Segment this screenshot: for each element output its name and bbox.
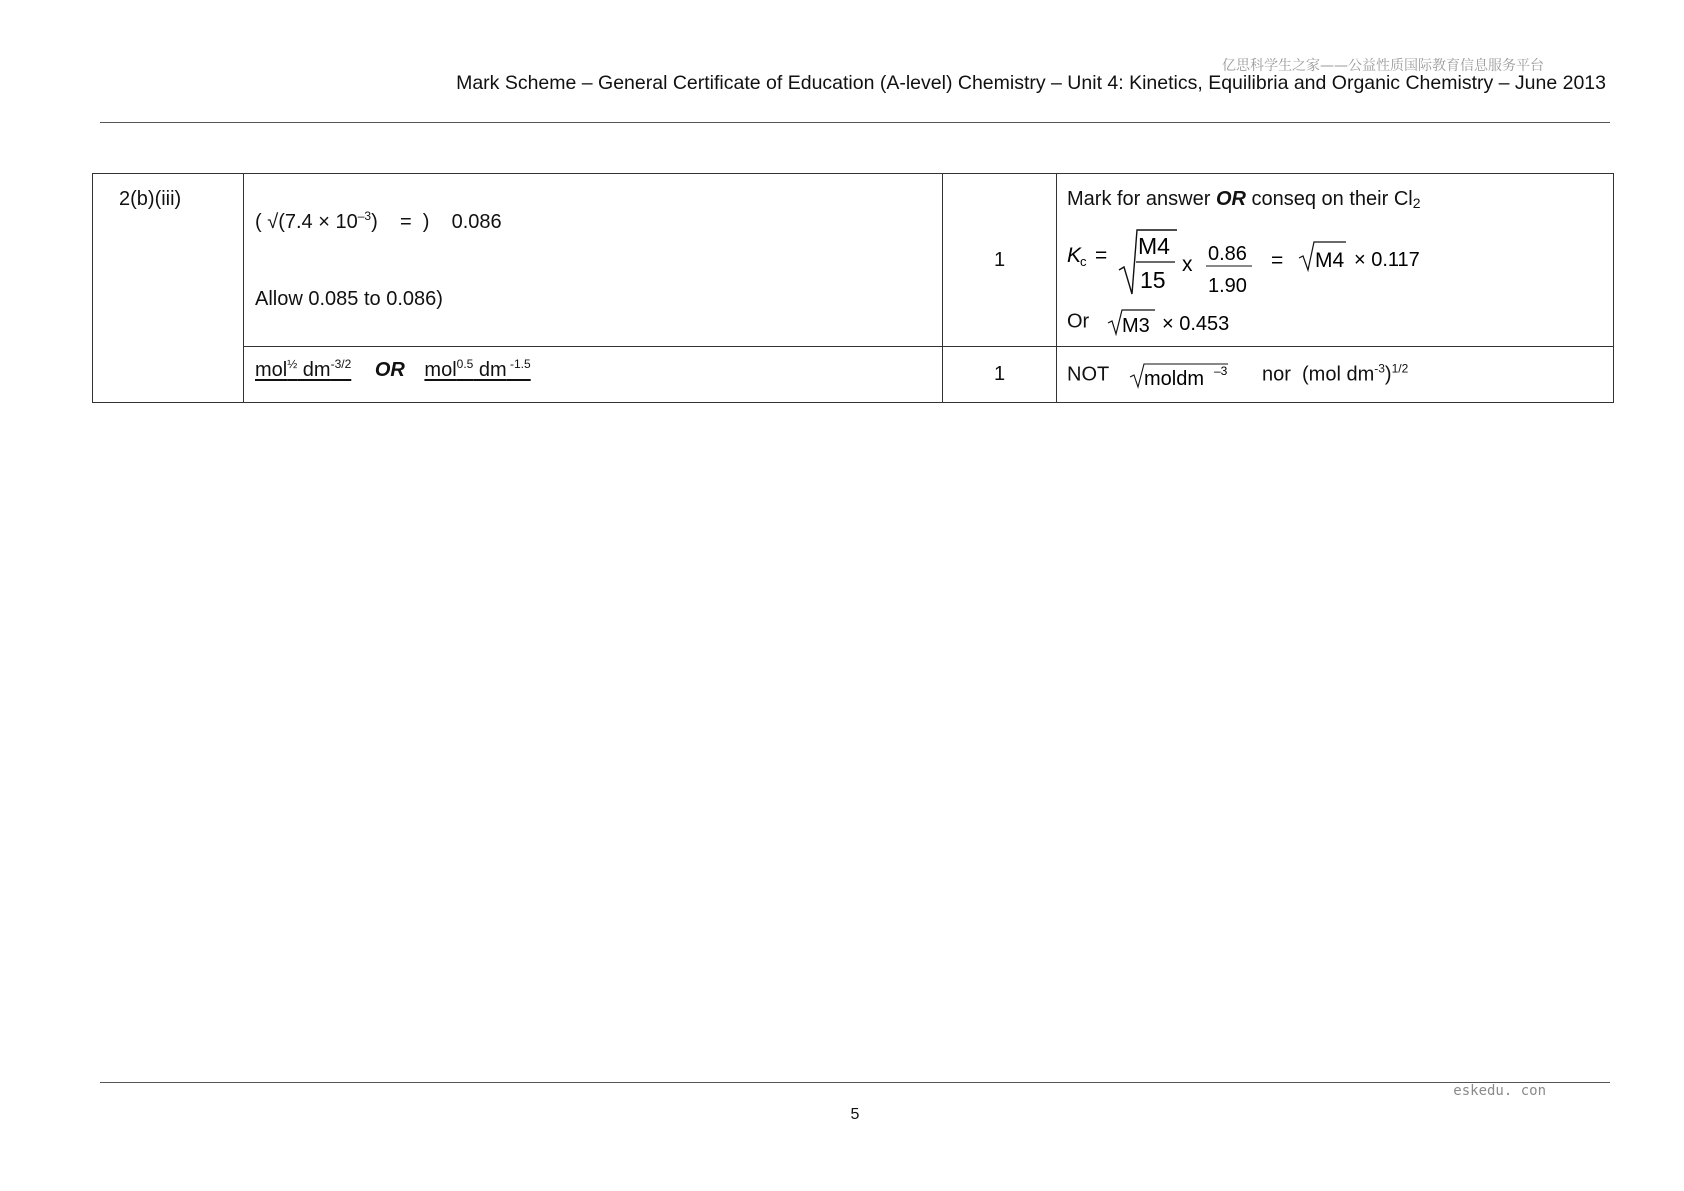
units-answer (244, 347, 942, 394)
units-comment: NOT moldm –3 nor (mol $dm^{-3})^{1/2}$ (1067, 361, 1409, 390)
kc-formula-graphic (1067, 226, 1487, 300)
table-row (93, 347, 1614, 403)
root-moldm-exponent: –3 (1214, 364, 1228, 378)
factor-0117: × 0.117 (1354, 249, 1420, 271)
alt-expression: Or M3 × 0.453 (1067, 307, 1245, 337)
or-connector: OR (374, 359, 405, 381)
kc-symbol: K (1067, 244, 1082, 267)
unit-option-a: mol$^{\frac{1}{2}}$ $dm^{-3/2}$ (255, 357, 352, 381)
question-number: 2(b)(iii) (93, 174, 244, 403)
frac1-denominator: 15 (1140, 267, 1166, 293)
frac1-numerator: M4 (1138, 233, 1170, 259)
root-m3: M3 (1121, 315, 1150, 337)
units-cell (244, 347, 943, 403)
kc-expression (1067, 226, 1487, 306)
comment-line: Mark for answer OR conseq on their $Cl_2$ (1067, 188, 1421, 211)
times-sign: x (1182, 253, 1193, 276)
equals-sign: = (1271, 249, 1284, 272)
mark-value: 1 (943, 347, 1057, 403)
footer-rule (100, 1082, 1610, 1083)
page-number: 5 (850, 1106, 860, 1123)
mark-value: 1 (943, 174, 1057, 347)
root-moldm: moldm (1144, 368, 1205, 390)
mark-scheme-table (92, 173, 1614, 403)
frac2-denominator: 1.90 (1208, 275, 1247, 297)
answer-calculation: ( $√(7.4 \times 10^{-3})$ = ) 0.086 (255, 209, 502, 233)
comment-cell (1057, 174, 1614, 347)
not-root-graphic (1128, 360, 1238, 390)
alt-formula-graphic (1105, 307, 1245, 337)
frac2-numerator: 0.86 (1208, 243, 1247, 265)
answer-allowance: Allow 0.085 to 0.086) (255, 288, 443, 310)
kc-subscript: c (1080, 254, 1087, 269)
unit-option-b: mol$^{0.5}$ dm $^{-1.5}$ (424, 357, 531, 381)
header-rule (100, 122, 1610, 123)
kc-equals: = (1095, 244, 1108, 267)
header-watermark: 亿思科学生之家——公益性质国际教育信息服务平台 (1222, 58, 1544, 74)
page-header-title: Mark Scheme – General Certificate of Education (A-level) Chemistry – Unit 4: Kinetics, Equilibria and Organic Chemistry – June 2013 (456, 72, 1606, 94)
comment-cell (1057, 347, 1614, 403)
footer-watermark: eskedu. con (1453, 1083, 1546, 1099)
answer-cell (244, 174, 943, 347)
table-row (93, 174, 1614, 347)
factor-0453: × 0.453 (1161, 313, 1230, 335)
root-m4: M4 (1315, 249, 1345, 272)
